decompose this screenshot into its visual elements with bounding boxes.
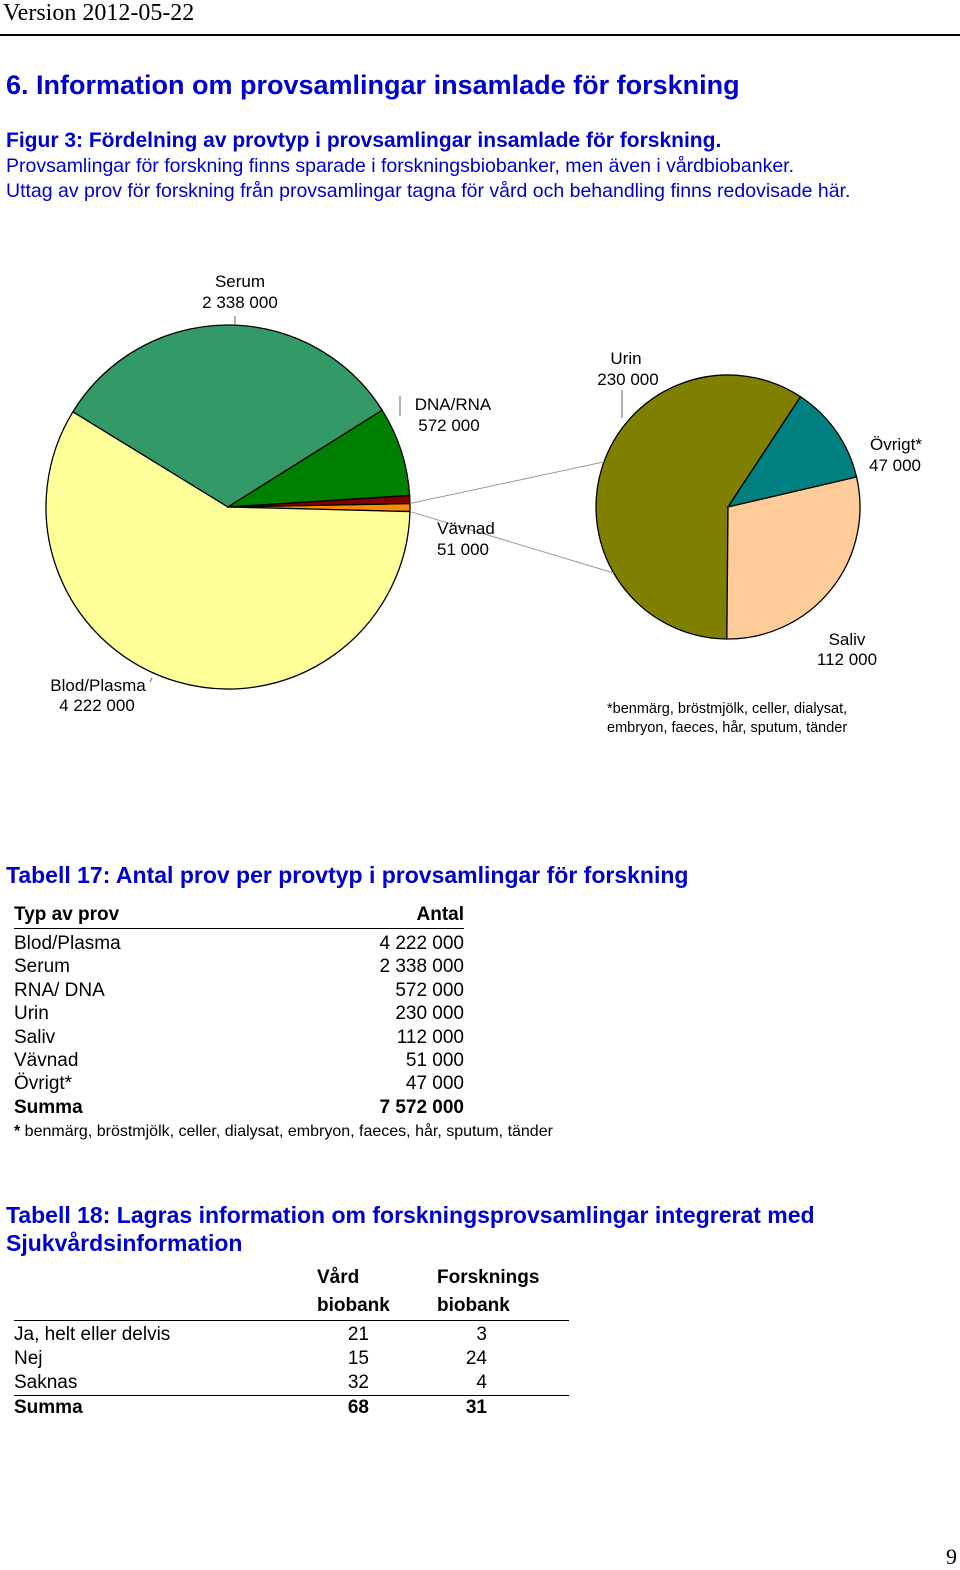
chart-footnote-line-1: *benmärg, bröstmjölk, celler, dialysat, [607,701,848,717]
cell: Summa [14,1096,83,1118]
header-rule [0,34,960,36]
table18-header-vard-2: biobank [317,1295,390,1316]
connector-line-top [410,462,604,504]
cell: 24 [465,1348,487,1369]
cell: Saknas [14,1372,78,1393]
table-row [14,955,464,978]
table17-header-type: Typ av prov [14,904,120,925]
cell: Övrigt* [14,1073,73,1095]
table18-header-forskning-1: Forsknings [437,1267,540,1288]
table18-header-forskning-2: biobank [437,1295,510,1316]
label-saliv-name: Saliv [828,630,866,649]
table-row [14,1026,464,1049]
figure-title: Figur 3: Fördelning av provtyp i provsamlingar insamlade för forskning. [6,129,722,152]
label-dnarna-name: DNA/RNA [414,395,492,414]
table18-sum-row [14,1396,569,1420]
label-ovrigt-value: 47 000 [869,456,921,475]
cell: 4 [476,1372,487,1393]
label-vavnad-name: Vävnad [437,519,495,538]
table17-footnote [14,1123,553,1141]
cell: Serum [14,956,70,978]
label-blodplasma-name: Blod/Plasma [50,676,146,695]
table18-header [14,1264,569,1321]
table18-title-line-1: Tabell 18: Lagras information om forskningsprovsamlingar integrerat med [6,1202,815,1228]
table-row [14,1371,569,1396]
cell: 21 [347,1324,369,1345]
table-row [14,1002,464,1025]
cell: 112 000 [396,1026,464,1048]
table17-header-count: Antal [416,904,464,925]
cell: Blod/Plasma [14,933,121,954]
table17-header [14,902,464,929]
label-serum-name: Serum [214,272,266,291]
bar-of-pie-chart [0,250,960,750]
main-pie [46,325,410,689]
cell: 572 000 [395,979,464,1001]
cell: 3 [476,1324,487,1345]
cell: Vävnad [14,1049,79,1071]
secondary-pie [596,375,860,639]
cell: Summa [14,1397,83,1418]
table-row [14,932,464,955]
cell: 230 000 [395,1003,464,1025]
cell: 2 338 000 [379,956,464,978]
figure-caption-line-2: Uttag av prov för forskning från provsamlingar tagna för vård och behandling finns redovisade här. [6,180,851,202]
cell: 7 572 000 [379,1096,464,1118]
leader-blodplasma [150,678,152,682]
cell: 68 [347,1397,369,1418]
label-ovrigt-name: Övrigt* [870,435,922,454]
label-blodplasma-value: 4 222 000 [59,696,135,715]
table18-header-vard-1: Vård [317,1267,360,1288]
figure-caption-line-1: Provsamlingar för forskning finns sparade i forskningsbiobanker, men även i vårdbiobanker. [6,155,795,177]
footnote-text: benmärg, bröstmjölk, celler, dialysat, embryon, faeces, hår, sputum, tänder [20,1123,553,1141]
label-saliv-value: 112 000 [816,650,878,669]
label-urin-name: Urin [610,349,642,368]
label-serum-value: 2 338 000 [202,293,278,312]
cell: 51 000 [405,1049,464,1071]
section-heading: 6. Information om provsamlingar insamlade för forskning [6,70,740,100]
footnote-star: * [14,1123,21,1141]
cell: Nej [14,1348,43,1369]
chart-footnote-line-2: embryon, faeces, hår, sputum, tänder [607,720,848,736]
table17-sum-row [14,1096,464,1119]
cell: 15 [347,1348,369,1369]
table18-title-line-2: Sjukvårdsinformation [6,1230,243,1256]
table-row [14,1347,569,1371]
cell: Ja, helt eller delvis [14,1324,171,1345]
table-row [14,1072,464,1095]
label-dnarna-value: 572 000 [418,416,480,435]
table-row [14,1323,569,1347]
cell: RNA/ DNA [14,979,105,1001]
table-row [14,1049,464,1072]
label-vavnad-value: 51 000 [437,540,489,559]
table17 [14,902,553,1141]
cell: 31 [465,1397,487,1418]
table17-title: Tabell 17: Antal prov per provtyp i provsamlingar för forskning [6,862,689,888]
version-label: Version 2012-05-22 [3,0,195,26]
table-row [14,979,464,1002]
page-number: 9 [946,1544,957,1569]
label-urin-value: 230 000 [597,370,659,389]
cell: 47 000 [405,1073,464,1095]
cell: Urin [14,1003,49,1025]
cell: 32 [347,1372,369,1393]
cell: 4 222 000 [379,933,464,954]
cell: Saliv [14,1026,56,1048]
table18 [14,1264,569,1420]
